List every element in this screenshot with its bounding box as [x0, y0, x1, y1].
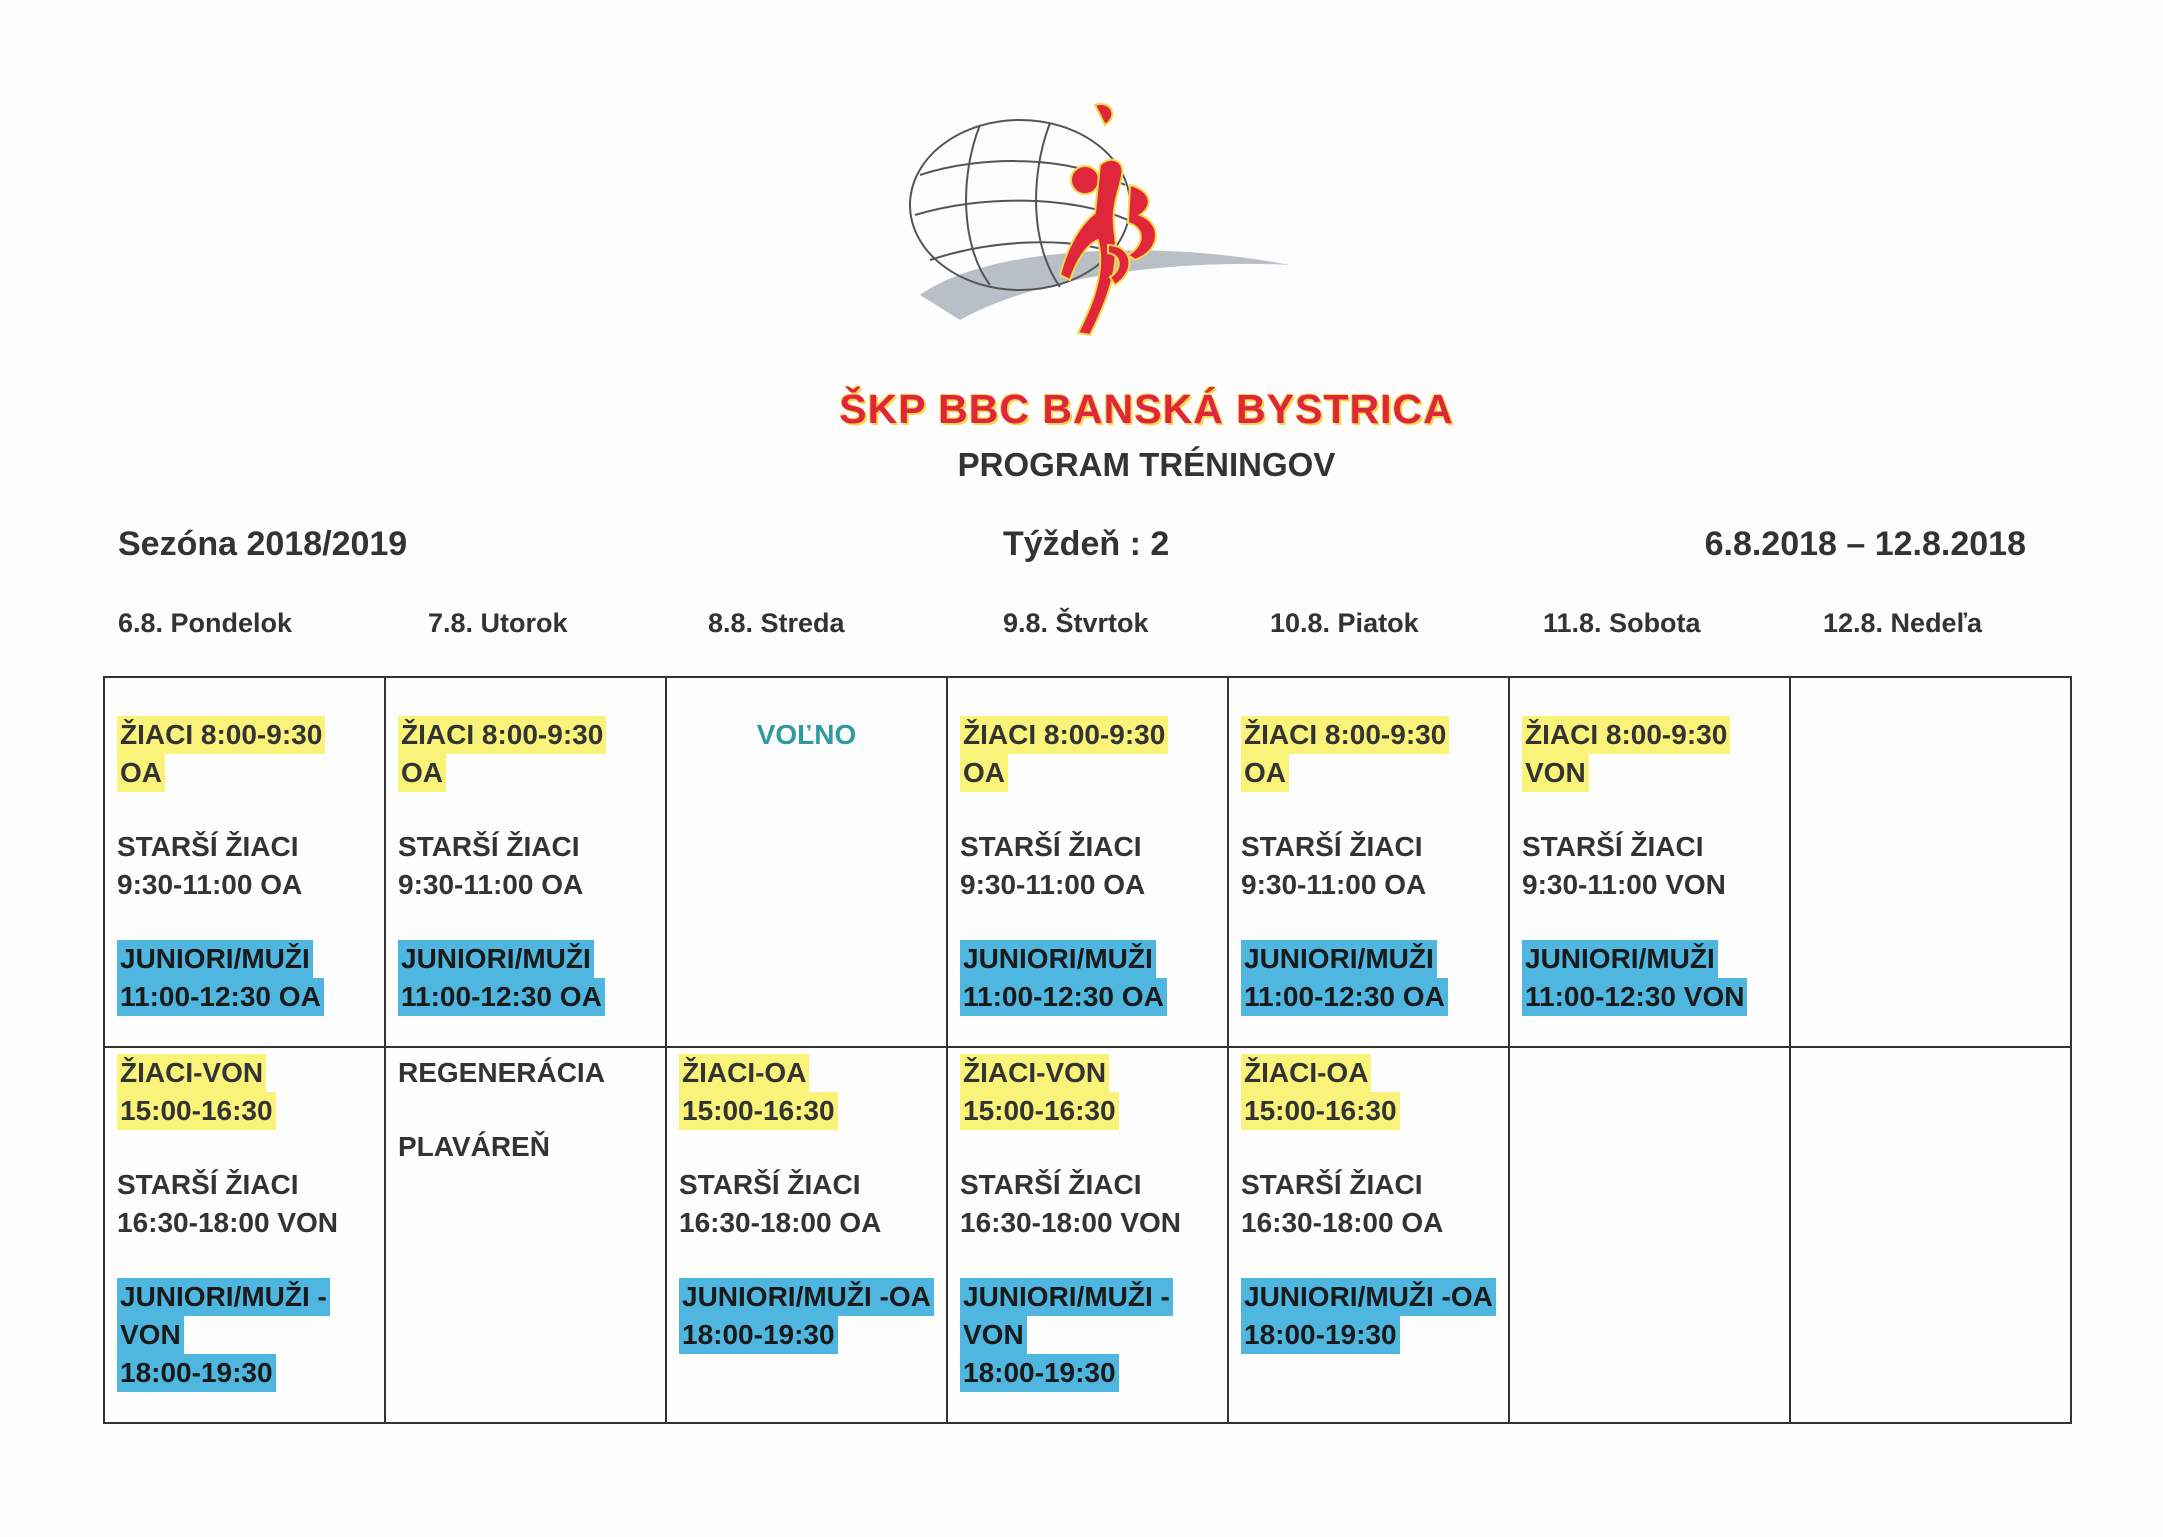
training-entry [117, 716, 384, 792]
training-entry-line: ŽIACI-VON [960, 1054, 1109, 1092]
training-entry [1241, 1278, 1508, 1354]
training-entry [398, 940, 665, 1016]
training-entry [117, 1166, 384, 1242]
training-entry-line: STARŠÍ ŽIACI [398, 831, 580, 862]
training-entry-line: 9:30-11:00 OA [398, 869, 584, 900]
training-entry-line: 16:30-18:00 OA [1241, 1206, 1444, 1238]
schedule-cell [1509, 1047, 1790, 1423]
training-entry-line: STARŠÍ ŽIACI [679, 1168, 861, 1200]
training-entry [1241, 716, 1508, 792]
training-entry [1241, 1166, 1508, 1242]
day-header-thursday: 9.8. Štvrtok [1003, 608, 1149, 638]
training-entry [960, 1054, 1227, 1130]
morning-row [104, 677, 2071, 1047]
day-header-wednesday: 8.8. Streda [708, 608, 845, 638]
training-entry-line: OA [398, 754, 446, 792]
schedule-cell [947, 677, 1228, 1047]
training-entry-line: JUNIORI/MUŽI [117, 940, 313, 978]
training-entry-line: STARŠÍ ŽIACI [117, 831, 299, 862]
day-header-friday: 10.8. Piatok [1270, 608, 1419, 638]
training-entry-line: 11:00-12:30 OA [398, 978, 605, 1016]
afternoon-row [104, 1047, 2071, 1423]
training-entry [679, 716, 946, 754]
schedule-cell [1790, 1047, 2071, 1423]
training-entry [960, 1278, 1227, 1392]
season-label: Sezóna 2018/2019 [118, 525, 408, 563]
training-entry-line: 11:00-12:30 OA [960, 978, 1167, 1016]
training-entry-line: 16:30-18:00 VON [117, 1206, 339, 1238]
training-entry-line: PLAVÁREŇ [398, 1130, 550, 1162]
training-entry [398, 1128, 665, 1166]
training-entry-line: 16:30-18:00 OA [679, 1206, 882, 1238]
training-entry-line: REGENERÁCIA [398, 1056, 605, 1088]
document-title: PROGRAM TRÉNINGOV [957, 446, 1336, 483]
training-entry [1522, 940, 1789, 1016]
training-entry [679, 1278, 946, 1354]
training-entry-line: VON [117, 1316, 184, 1354]
training-entry [960, 940, 1227, 1016]
training-entry-line: ŽIACI 8:00-9:30 [960, 716, 1168, 754]
training-entry-line: JUNIORI/MUŽI - [117, 1278, 330, 1316]
training-entry-line: 18:00-19:30 [1241, 1316, 1400, 1354]
day-header-sunday: 12.8. Nedeľa [1823, 608, 1982, 638]
training-entry-line: 16:30-18:00 VON [960, 1206, 1182, 1238]
week-label: Týždeň : 2 [1003, 525, 1170, 563]
date-range: 6.8.2018 – 12.8.2018 [1704, 525, 2026, 563]
training-entry [1241, 1054, 1508, 1130]
training-entry-line: JUNIORI/MUŽI [960, 940, 1156, 978]
training-entry-line: 11:00-12:30 VON [1522, 978, 1747, 1016]
schedule-cell [104, 677, 385, 1047]
training-entry-line: STARŠÍ ŽIACI [960, 1168, 1142, 1200]
training-entry-line: 9:30-11:00 OA [117, 869, 303, 900]
training-entry [117, 1278, 384, 1392]
training-entry-line: 18:00-19:30 [679, 1316, 838, 1354]
training-entry-line: 15:00-16:30 [117, 1092, 276, 1130]
schedule-cell [947, 1047, 1228, 1423]
training-entry-line: OA [117, 754, 165, 792]
training-entry [1522, 716, 1789, 792]
training-entry-line: 18:00-19:30 [960, 1354, 1119, 1392]
schedule-cell [385, 677, 666, 1047]
training-entry [960, 828, 1227, 904]
training-entry [679, 1166, 946, 1242]
training-entry-line: 18:00-19:30 [117, 1354, 276, 1392]
training-entry-line: ŽIACI 8:00-9:30 [1241, 716, 1449, 754]
training-entry-line: ŽIACI-VON [117, 1054, 266, 1092]
schedule-cell [385, 1047, 666, 1423]
training-entry [117, 828, 384, 904]
training-entry [1241, 828, 1508, 904]
training-entry-line: 15:00-16:30 [960, 1092, 1119, 1130]
schedule-cell [1509, 677, 1790, 1047]
training-entry-line: 15:00-16:30 [1241, 1092, 1400, 1130]
training-entry-line: STARŠÍ ŽIACI [1522, 831, 1704, 862]
training-entry-line: STARŠÍ ŽIACI [960, 831, 1142, 862]
training-entry-line: JUNIORI/MUŽI [1522, 940, 1718, 978]
training-entry [960, 716, 1227, 792]
training-entry [960, 1166, 1227, 1242]
training-entry-line: 9:30-11:00 VON [1522, 869, 1726, 900]
schedule-cell [666, 677, 947, 1047]
training-entry-line: STARŠÍ ŽIACI [117, 1168, 299, 1200]
training-entry [398, 716, 665, 792]
training-entry-line: JUNIORI/MUŽI [398, 940, 594, 978]
training-entry-line: ŽIACI 8:00-9:30 [117, 716, 325, 754]
training-entry-line: ŽIACI 8:00-9:30 [1522, 716, 1730, 754]
training-entry [1241, 940, 1508, 1016]
training-entry [117, 1054, 384, 1130]
training-entry-line: ŽIACI-OA [679, 1054, 809, 1092]
training-entry-line: VON [1522, 754, 1589, 792]
training-entry-line: 11:00-12:30 OA [117, 978, 324, 1016]
club-logo [900, 95, 1300, 365]
training-entry [117, 940, 384, 1016]
training-entry-line: JUNIORI/MUŽI [1241, 940, 1437, 978]
schedule-cell [1228, 1047, 1509, 1423]
training-entry [1522, 828, 1789, 904]
training-entry [398, 1054, 665, 1092]
training-entry-line: 9:30-11:00 OA [960, 869, 1146, 900]
schedule-table [103, 676, 2072, 1424]
training-entry-line: 9:30-11:00 OA [1241, 869, 1427, 900]
schedule-cell [666, 1047, 947, 1423]
day-header-tuesday: 7.8. Utorok [428, 608, 568, 638]
training-entry-line: JUNIORI/MUŽI - [960, 1278, 1173, 1316]
training-entry-line: JUNIORI/MUŽI -OA [1241, 1278, 1496, 1316]
day-header-saturday: 11.8. Sobota [1543, 608, 1701, 638]
training-entry-line: ŽIACI 8:00-9:30 [398, 716, 606, 754]
training-entry-line: OA [1241, 754, 1289, 792]
training-entry-line: OA [960, 754, 1008, 792]
training-entry-line: STARŠÍ ŽIACI [1241, 1168, 1423, 1200]
training-entry [679, 1054, 946, 1130]
training-entry [398, 828, 665, 904]
schedule-cell [104, 1047, 385, 1423]
training-entry-line: 15:00-16:30 [679, 1092, 838, 1130]
schedule-cell [1790, 677, 2071, 1047]
schedule-cell [1228, 677, 1509, 1047]
training-entry-line: ŽIACI-OA [1241, 1054, 1371, 1092]
training-entry-line: STARŠÍ ŽIACI [1241, 831, 1423, 862]
training-entry-line: JUNIORI/MUŽI -OA [679, 1278, 934, 1316]
training-entry-line: 11:00-12:30 OA [1241, 978, 1448, 1016]
organization-name: ŠKP BBC BANSKÁ BYSTRICA [839, 386, 1454, 432]
training-entry-line: VON [960, 1316, 1027, 1354]
training-entry-line: VOĽNO [756, 719, 857, 750]
day-header-monday: 6.8. Pondelok [118, 608, 293, 638]
